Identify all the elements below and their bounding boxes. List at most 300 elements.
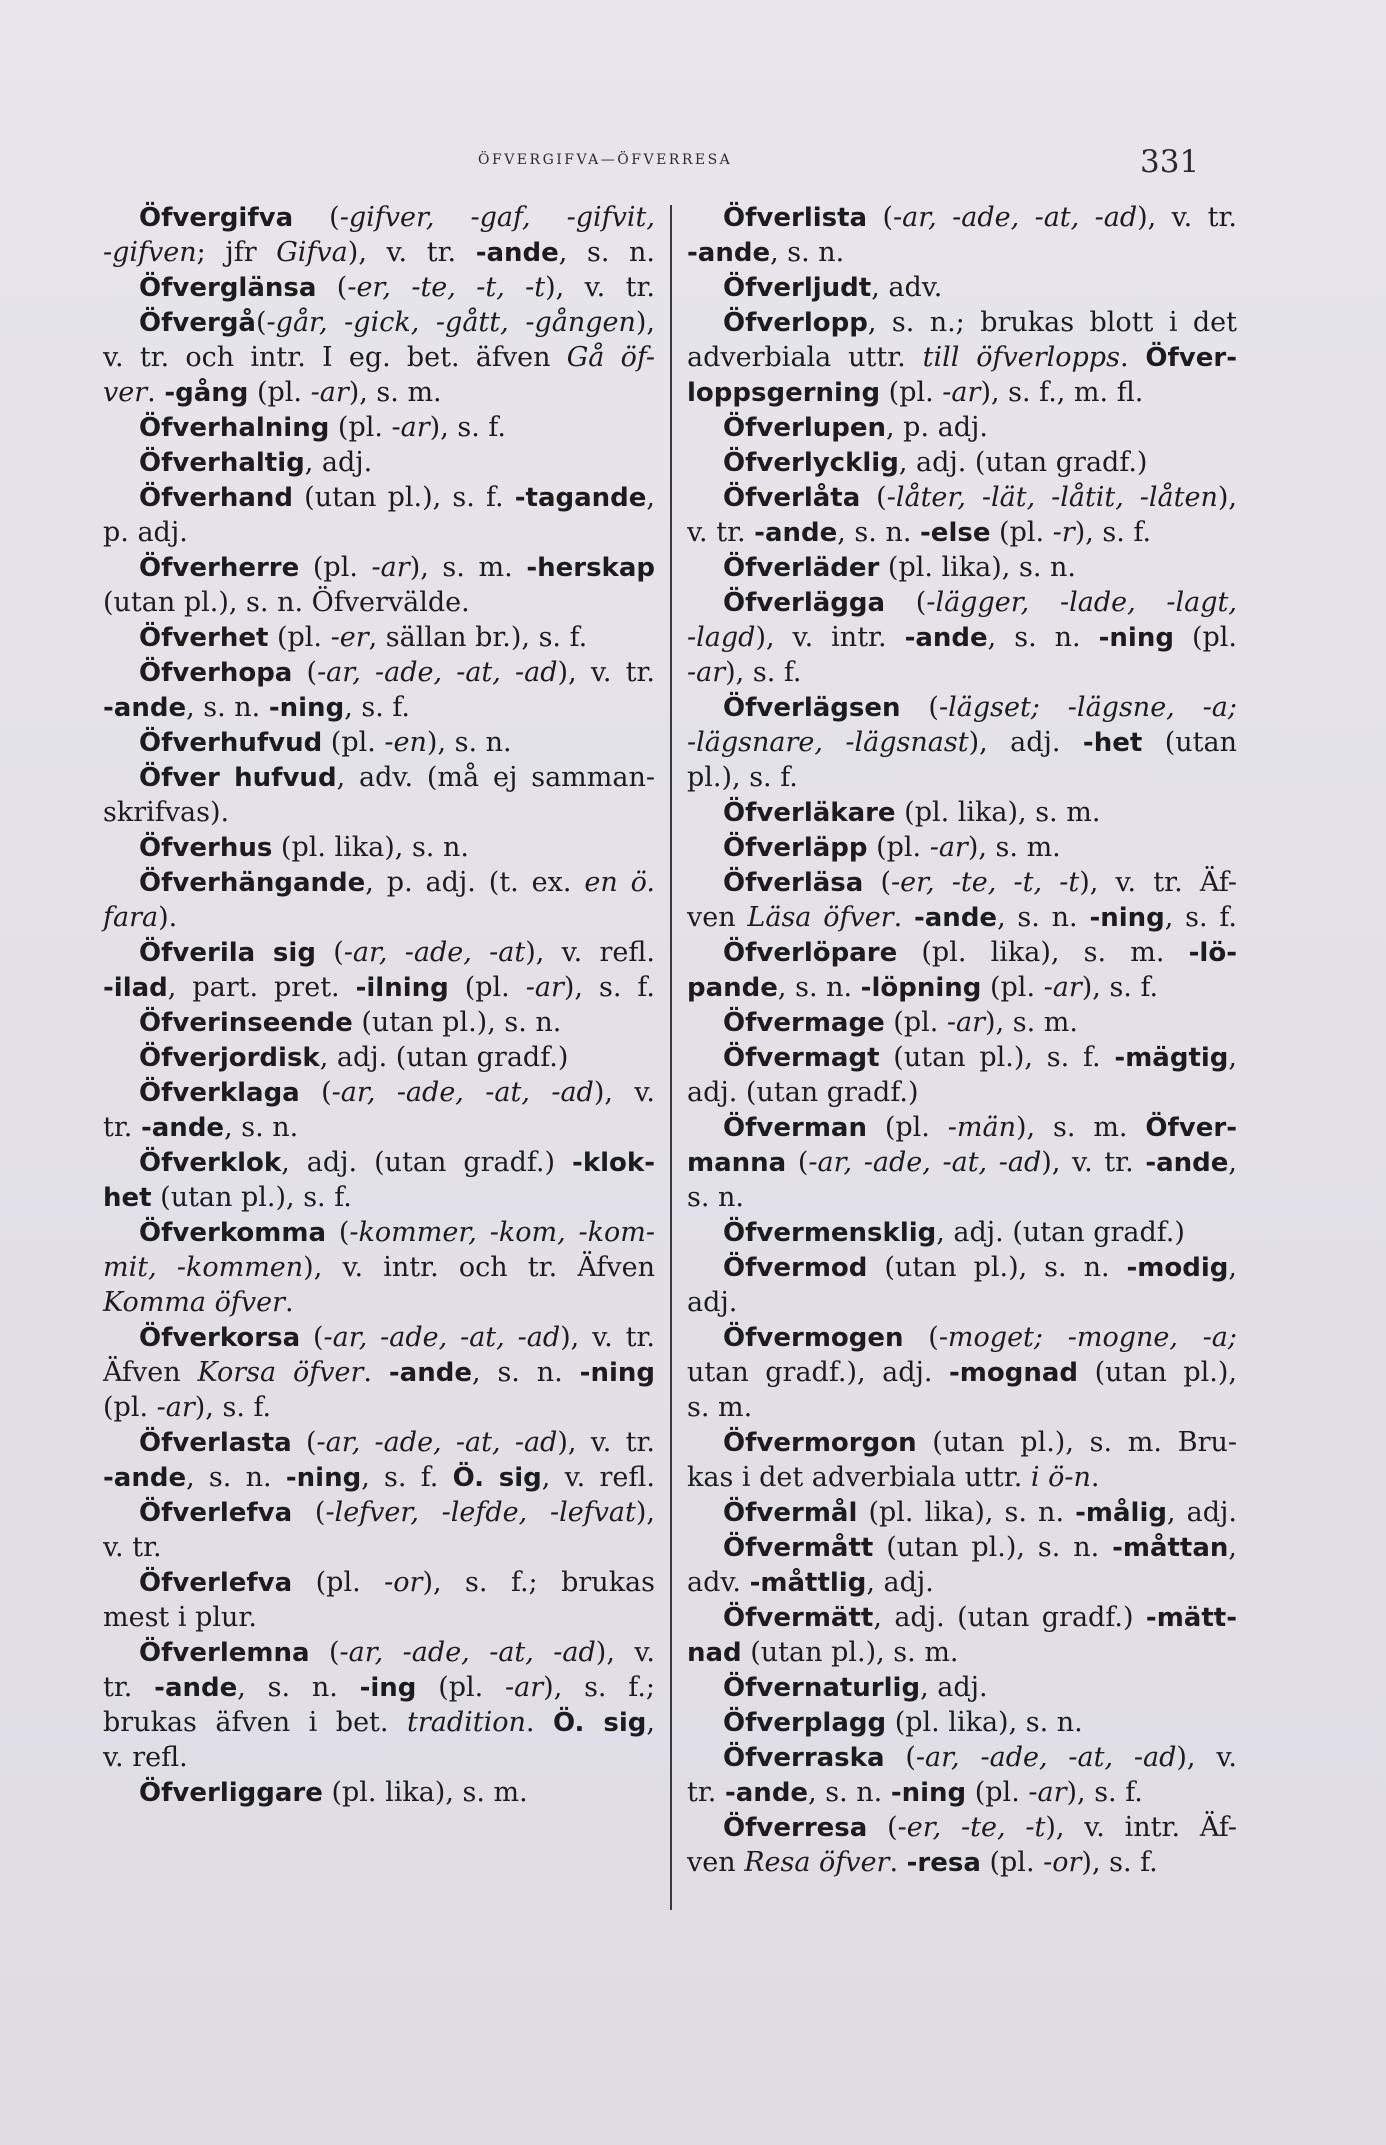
entry-headword-line xyxy=(687,305,1237,340)
entry-headword-line xyxy=(687,1040,1237,1075)
headword: Öfverglänsa xyxy=(139,273,317,303)
headword: -ning xyxy=(1098,623,1174,653)
text: , adj. (utan gradf.) xyxy=(898,447,1148,478)
text: ), s. m. xyxy=(348,377,442,408)
italic-text: -er, -te, -t, -t xyxy=(347,272,546,303)
entry-headword-line xyxy=(687,690,1237,725)
headword: -ing xyxy=(359,1673,417,1703)
entry-headword-line xyxy=(103,550,655,585)
entry-headword-line xyxy=(687,1600,1237,1635)
text: . xyxy=(363,1357,389,1388)
entry-continuation-line xyxy=(687,1775,1237,1810)
entry-headword-line xyxy=(687,1495,1237,1530)
entry-headword-line xyxy=(687,550,1237,585)
entry-continuation-line xyxy=(103,970,655,1005)
headword: -ande xyxy=(154,1673,238,1703)
headword: -ande xyxy=(475,238,559,268)
text: , s. n. xyxy=(186,1462,286,1493)
headword: -ning xyxy=(285,1463,362,1493)
text: , sällan br.), s. f. xyxy=(368,622,588,653)
italic-text: -ar xyxy=(505,1672,544,1703)
text: (pl. lika), s. n. xyxy=(272,832,469,863)
italic-text: mit, -kommen xyxy=(103,1252,304,1283)
text: ( xyxy=(326,1217,350,1248)
text: ( xyxy=(299,1077,332,1108)
headword: Öfverila sig xyxy=(139,938,316,968)
text: ), s. n. xyxy=(426,727,512,758)
text: (pl. lika), s. n. xyxy=(857,1497,1076,1528)
text: Äfven xyxy=(103,1357,198,1388)
text: adj. xyxy=(687,1287,738,1318)
headword: Öfvermage xyxy=(723,1008,885,1038)
text: adv. xyxy=(687,1567,750,1598)
text: ), v. xyxy=(593,1077,655,1108)
entry-continuation-line xyxy=(103,1110,655,1145)
text: tr. xyxy=(687,1777,725,1808)
text: , xyxy=(1228,1147,1238,1178)
text: (pl. lika), s. m. xyxy=(322,1777,528,1808)
italic-text: -moget; -mogne, -a; xyxy=(938,1322,1238,1353)
entry-headword-line xyxy=(103,200,655,235)
entry-headword-line xyxy=(687,585,1237,620)
text: ven xyxy=(687,902,748,933)
text: kas i det adverbiala uttr. xyxy=(687,1462,1031,1493)
headword: Öfvermagt xyxy=(723,1043,880,1073)
text: ), s. m. xyxy=(409,552,527,583)
entry-headword-line xyxy=(687,1425,1237,1460)
page-number: 331 xyxy=(1140,144,1200,180)
text: (utan pl.), s. f. xyxy=(879,1042,1115,1073)
italic-text: till öfverlopps xyxy=(922,342,1120,373)
entry-headword-line xyxy=(687,445,1237,480)
headword: Öfverhalning xyxy=(139,413,330,443)
entry-headword-line xyxy=(687,200,1237,235)
entry-headword-line xyxy=(687,1705,1237,1740)
text: ), v. intr. Äf- xyxy=(1045,1812,1238,1843)
text: (pl. xyxy=(322,727,385,758)
entry-continuation-line xyxy=(687,970,1237,1005)
headword: Öfver- xyxy=(1145,343,1237,373)
headword: nad xyxy=(687,1638,742,1668)
text: ), s. f. xyxy=(725,657,802,688)
text: , adj. (utan gradf.) xyxy=(936,1217,1185,1248)
italic-text: -ar, -ade, -at, -ad xyxy=(339,1637,596,1668)
headword: -else xyxy=(920,518,991,548)
italic-text: -ar, -ade, -at, -ad xyxy=(317,657,558,688)
text: , s. n. xyxy=(808,1777,891,1808)
entry-continuation-line xyxy=(103,795,655,830)
text: (utan pl.), s. n. Öfvervälde. xyxy=(103,587,470,618)
entry-continuation-line xyxy=(103,1250,655,1285)
italic-text: -ar, -ade, -at, -ad xyxy=(316,1427,558,1458)
text: (pl. xyxy=(990,517,1053,548)
headword: Öfverlefva xyxy=(139,1568,293,1598)
headword: Öfverhängande xyxy=(139,868,366,898)
text: ven xyxy=(687,1847,745,1878)
entry-continuation-line xyxy=(103,515,655,550)
text: ), v. refl. xyxy=(525,937,656,968)
headword: Öfverherre xyxy=(139,553,300,583)
entry-headword-line xyxy=(103,935,655,970)
headword: Öfverlefva xyxy=(139,1498,293,1528)
headword: Öfverraska xyxy=(723,1743,885,1773)
headword: -ilad xyxy=(103,973,168,1003)
running-head: ÖFVERGIFVA—ÖFVERRESA xyxy=(478,152,733,168)
text: ), s. f. xyxy=(429,412,507,443)
text: , s. n. xyxy=(777,972,861,1003)
entry-headword-line xyxy=(103,760,655,795)
headword: Öfverplagg xyxy=(723,1708,887,1738)
headword: Öfvermogen xyxy=(723,1323,904,1353)
entry-headword-line xyxy=(103,1425,655,1460)
entry-continuation-line xyxy=(103,375,655,410)
text: ), v. tr. xyxy=(347,237,476,268)
headword: Öfvergå xyxy=(139,308,256,338)
entry-continuation-line xyxy=(103,1285,655,1320)
entry-headword-line xyxy=(103,410,655,445)
text: (utan pl.), xyxy=(1078,1357,1237,1388)
text: ), v. xyxy=(1176,1742,1237,1773)
text: (pl. xyxy=(1173,622,1237,653)
headword: Öfverlöpare xyxy=(723,938,898,968)
text: ), v. tr. Äf- xyxy=(1079,867,1238,898)
headword: Öfverlåta xyxy=(723,483,861,513)
entry-continuation-line xyxy=(103,1600,655,1635)
entry-headword-line xyxy=(103,305,655,340)
headword: Öfverläsa xyxy=(723,868,864,898)
text: , adj. (utan gradf.) xyxy=(281,1147,573,1178)
text: (pl. xyxy=(884,1007,947,1038)
text: , adv. xyxy=(871,272,943,303)
entry-continuation-line xyxy=(103,900,655,935)
entry-continuation-line xyxy=(103,690,655,725)
text: (pl. xyxy=(448,972,526,1003)
headword: Öfver- xyxy=(1145,1113,1237,1143)
entry-headword-line xyxy=(687,1005,1237,1040)
text: v. refl. xyxy=(103,1742,188,1773)
entry-headword-line xyxy=(103,1495,655,1530)
text: , s. f. xyxy=(344,692,410,723)
italic-text: Gå öf- xyxy=(566,342,655,373)
left-column xyxy=(103,200,655,1810)
text: ( xyxy=(309,1637,340,1668)
text: ), s. f. xyxy=(194,1392,272,1423)
italic-text: -ar xyxy=(929,832,968,863)
entry-continuation-line xyxy=(687,620,1237,655)
text: (pl. xyxy=(416,1672,506,1703)
text: ), v. tr. xyxy=(560,1322,655,1353)
italic-text: -lagd xyxy=(687,622,756,653)
italic-text: -or xyxy=(384,1567,423,1598)
italic-text: Resa öfver xyxy=(744,1847,890,1878)
text: , adj. xyxy=(920,1672,988,1703)
text: , s. n. xyxy=(237,1672,360,1703)
entry-continuation-line xyxy=(687,1180,1237,1215)
headword: -gång xyxy=(164,378,249,408)
text: v. tr. xyxy=(103,1532,162,1563)
italic-text: -ar xyxy=(371,552,410,583)
text: brukas äfven i bet. xyxy=(103,1707,407,1738)
entry-headword-line xyxy=(687,935,1237,970)
headword: -ande xyxy=(103,693,187,723)
entry-headword-line xyxy=(687,795,1237,830)
headword: Öfverman xyxy=(723,1113,867,1143)
text: . xyxy=(889,1847,907,1878)
italic-text: -ar xyxy=(525,972,564,1003)
italic-text: -ar, -ade, -at, -ad xyxy=(808,1147,1042,1178)
text: (pl. xyxy=(866,1112,948,1143)
entry-continuation-line xyxy=(687,1285,1237,1320)
italic-text: -ar xyxy=(687,657,726,688)
headword: Öfvernaturlig xyxy=(723,1673,921,1703)
text: ), s. m. xyxy=(967,832,1061,863)
entry-headword-line xyxy=(103,1040,655,1075)
italic-text: Gifva xyxy=(276,237,348,268)
headword: -klok- xyxy=(572,1148,655,1178)
headword: Öfverhand xyxy=(139,483,293,513)
entry-headword-line xyxy=(687,480,1237,515)
italic-text: -r xyxy=(1052,517,1075,548)
text: ( xyxy=(867,1812,898,1843)
headword: Öfvermätt xyxy=(723,1603,874,1633)
headword: -ande xyxy=(1145,1148,1229,1178)
text: , s. n. xyxy=(558,237,655,268)
headword: -målig xyxy=(1075,1498,1167,1528)
text: ( xyxy=(860,482,887,513)
headword: Öfvermorgon xyxy=(723,1428,917,1458)
text: , v. refl. xyxy=(541,1462,655,1493)
headword: Öfverhaltig xyxy=(139,448,305,478)
entry-continuation-line xyxy=(103,1740,655,1775)
entry-continuation-line xyxy=(687,1145,1237,1180)
text: . xyxy=(1090,1462,1100,1493)
italic-text: Läsa öfver xyxy=(747,902,894,933)
text: , adj. xyxy=(1167,1497,1238,1528)
text: ), xyxy=(635,1497,655,1528)
text: ), v. intr. xyxy=(755,622,905,653)
headword: Öfverliggare xyxy=(139,1778,323,1808)
text: , s. n. xyxy=(770,237,845,268)
entry-headword-line xyxy=(687,1215,1237,1250)
entry-continuation-line xyxy=(103,1705,655,1740)
entry-continuation-line xyxy=(103,1390,655,1425)
headword: Öfverhufvud xyxy=(139,728,323,758)
text: (utan pl.), s. m. Bru- xyxy=(916,1427,1237,1458)
headword: Öfverlista xyxy=(723,203,868,233)
headword: Öfvergifva xyxy=(139,203,294,233)
text: , s. n. xyxy=(837,517,921,548)
text: ( xyxy=(291,1427,317,1458)
text: ; jfr xyxy=(196,237,277,268)
entry-continuation-line xyxy=(687,1390,1237,1425)
headword: Öfverklaga xyxy=(139,1078,300,1108)
headword: loppsgerning xyxy=(687,378,881,408)
entry-headword-line xyxy=(687,270,1237,305)
italic-text: fara xyxy=(103,902,159,933)
headword: -mognad xyxy=(949,1358,1079,1388)
text: (pl. lika), s. m. xyxy=(897,937,1189,968)
text: ), s. m. xyxy=(985,1007,1078,1038)
entry-continuation-line xyxy=(687,1355,1237,1390)
text: ), s. f. xyxy=(1081,972,1159,1003)
entry-continuation-line xyxy=(687,515,1237,550)
text: , adj. (utan gradf.) xyxy=(319,1042,569,1073)
text: ), v. intr. och tr. Äfven xyxy=(303,1252,655,1283)
headword: -tagande xyxy=(514,483,647,513)
headword: -ande xyxy=(103,1463,187,1493)
text: tr. xyxy=(103,1112,141,1143)
italic-text: -går, -gick, -gått, -gången xyxy=(266,307,636,338)
headword: Öfvermått xyxy=(723,1533,874,1563)
text: (utan xyxy=(1142,727,1237,758)
text: (pl. xyxy=(329,412,392,443)
italic-text: -ar xyxy=(1028,1777,1067,1808)
text: ), xyxy=(1217,482,1237,513)
text: , s. f. xyxy=(361,1462,453,1493)
text: , s. n. xyxy=(987,622,1099,653)
italic-text: -er, -te, -t, -t xyxy=(891,867,1080,898)
headword: Öfverjordisk xyxy=(139,1043,320,1073)
text: ), s. f. xyxy=(563,972,655,1003)
text: (utan pl.), s. f. xyxy=(293,482,515,513)
headword: -lö- xyxy=(1188,938,1237,968)
headword: Öfverljudt xyxy=(723,273,872,303)
headword: pande xyxy=(687,973,778,1003)
entry-headword-line xyxy=(687,410,1237,445)
text: ( xyxy=(900,692,939,723)
text: ( xyxy=(867,202,894,233)
entry-continuation-line xyxy=(103,1670,655,1705)
headword: -ilning xyxy=(355,973,449,1003)
text: . xyxy=(525,1707,554,1738)
headword: Öfverlopp xyxy=(723,308,868,338)
headword: -resa xyxy=(906,1848,981,1878)
text: (pl. xyxy=(880,377,943,408)
text: (pl. xyxy=(980,1847,1044,1878)
text: ( xyxy=(863,867,891,898)
text: ). xyxy=(158,902,178,933)
entry-continuation-line xyxy=(687,235,1237,270)
headword: -ning xyxy=(579,1358,655,1388)
italic-text: -ar, -ade, -at, -ad xyxy=(323,1322,561,1353)
headword: -ande xyxy=(754,518,838,548)
italic-text: -gifver, -gaf, -gifvit, xyxy=(339,202,655,233)
entry-headword-line xyxy=(103,1215,655,1250)
text: ), s. m. xyxy=(1016,1112,1146,1143)
text: , xyxy=(1228,1532,1237,1563)
italic-text: -er, -te, -t xyxy=(897,1812,1046,1843)
entry-headword-line xyxy=(103,1635,655,1670)
entry-headword-line xyxy=(687,1670,1237,1705)
headword: Öfverlasta xyxy=(139,1428,292,1458)
entry-headword-line xyxy=(103,1075,655,1110)
text: (utan pl.), s. n. xyxy=(873,1532,1113,1563)
entry-headword-line xyxy=(103,480,655,515)
entry-headword-line xyxy=(687,1110,1237,1145)
headword: -måttlig xyxy=(749,1568,867,1598)
entry-headword-line xyxy=(687,1530,1237,1565)
text: ), s. f. xyxy=(1066,1777,1143,1808)
text: (pl. lika), s. n. xyxy=(886,1707,1083,1738)
text: , p. adj. xyxy=(886,412,988,443)
entry-continuation-line xyxy=(687,1635,1237,1670)
text: , s. n. xyxy=(186,692,269,723)
entry-headword-line xyxy=(103,830,655,865)
headword: Öfverkorsa xyxy=(139,1323,301,1353)
text: ( xyxy=(255,307,267,338)
headword: -ande xyxy=(388,1358,472,1388)
headword: -ande xyxy=(913,903,998,933)
entry-continuation-line xyxy=(687,1460,1237,1495)
text: , s. f. xyxy=(1164,902,1237,933)
text: . xyxy=(147,377,165,408)
italic-text: -en xyxy=(384,727,427,758)
headword: -måttan xyxy=(1112,1533,1229,1563)
headword: Öfvermod xyxy=(723,1253,868,1283)
headword: Öfverläkare xyxy=(723,798,896,828)
italic-text: en ö. xyxy=(584,867,655,898)
text: (pl. xyxy=(981,972,1044,1003)
text: s. n. xyxy=(687,1182,744,1213)
text: skrifvas). xyxy=(103,797,230,828)
italic-text: -ar, -ade, -at, -ad xyxy=(331,1077,594,1108)
text: (pl. xyxy=(268,622,331,653)
headword: Öfverhet xyxy=(139,623,269,653)
italic-text: ver xyxy=(103,377,148,408)
entry-continuation-line xyxy=(103,340,655,375)
text: v. tr. xyxy=(687,517,755,548)
italic-text: -ar xyxy=(391,412,430,443)
headword: -ande xyxy=(687,238,771,268)
headword: het xyxy=(103,1183,152,1213)
headword: -modig xyxy=(1126,1253,1229,1283)
headword: -ning xyxy=(1089,903,1165,933)
headword: Öfverlemna xyxy=(139,1638,310,1668)
text: , s. n.; brukas blott i det xyxy=(867,307,1237,338)
italic-text: -gifven xyxy=(103,237,197,268)
text: ), v. xyxy=(595,1637,655,1668)
entry-headword-line xyxy=(687,1740,1237,1775)
italic-text: -or xyxy=(1043,1847,1082,1878)
text: , adj. xyxy=(304,447,373,478)
headword: Öfverlycklig xyxy=(723,448,899,478)
entry-headword-line xyxy=(103,1145,655,1180)
text: (pl. xyxy=(103,1392,157,1423)
text: adverbiala uttr. xyxy=(687,342,923,373)
text: ), v. tr. xyxy=(545,272,655,303)
italic-text: -män xyxy=(947,1112,1016,1143)
headword: -ning xyxy=(268,693,345,723)
headword: Ö. sig xyxy=(452,1463,542,1493)
headword: -löpning xyxy=(860,973,982,1003)
text: ), adj. xyxy=(968,727,1083,758)
right-column xyxy=(687,200,1237,1880)
headword: -mägtig xyxy=(1114,1043,1229,1073)
entry-continuation-line xyxy=(687,340,1237,375)
column-divider xyxy=(670,205,672,1910)
text: (pl. lika), s. m. xyxy=(895,797,1101,828)
text: ( xyxy=(786,1147,809,1178)
text: , p. adj. (t. ex. xyxy=(365,867,585,898)
headword: Öfverlupen xyxy=(723,413,886,443)
entry-continuation-line xyxy=(687,1075,1237,1110)
italic-text: -lefver, -lefde, -lefvat xyxy=(325,1497,636,1528)
headword: Öfverlägga xyxy=(723,588,886,618)
headword: manna xyxy=(687,1148,787,1178)
text: ( xyxy=(316,272,348,303)
text: (pl. xyxy=(966,1777,1029,1808)
text: . xyxy=(284,1287,294,1318)
